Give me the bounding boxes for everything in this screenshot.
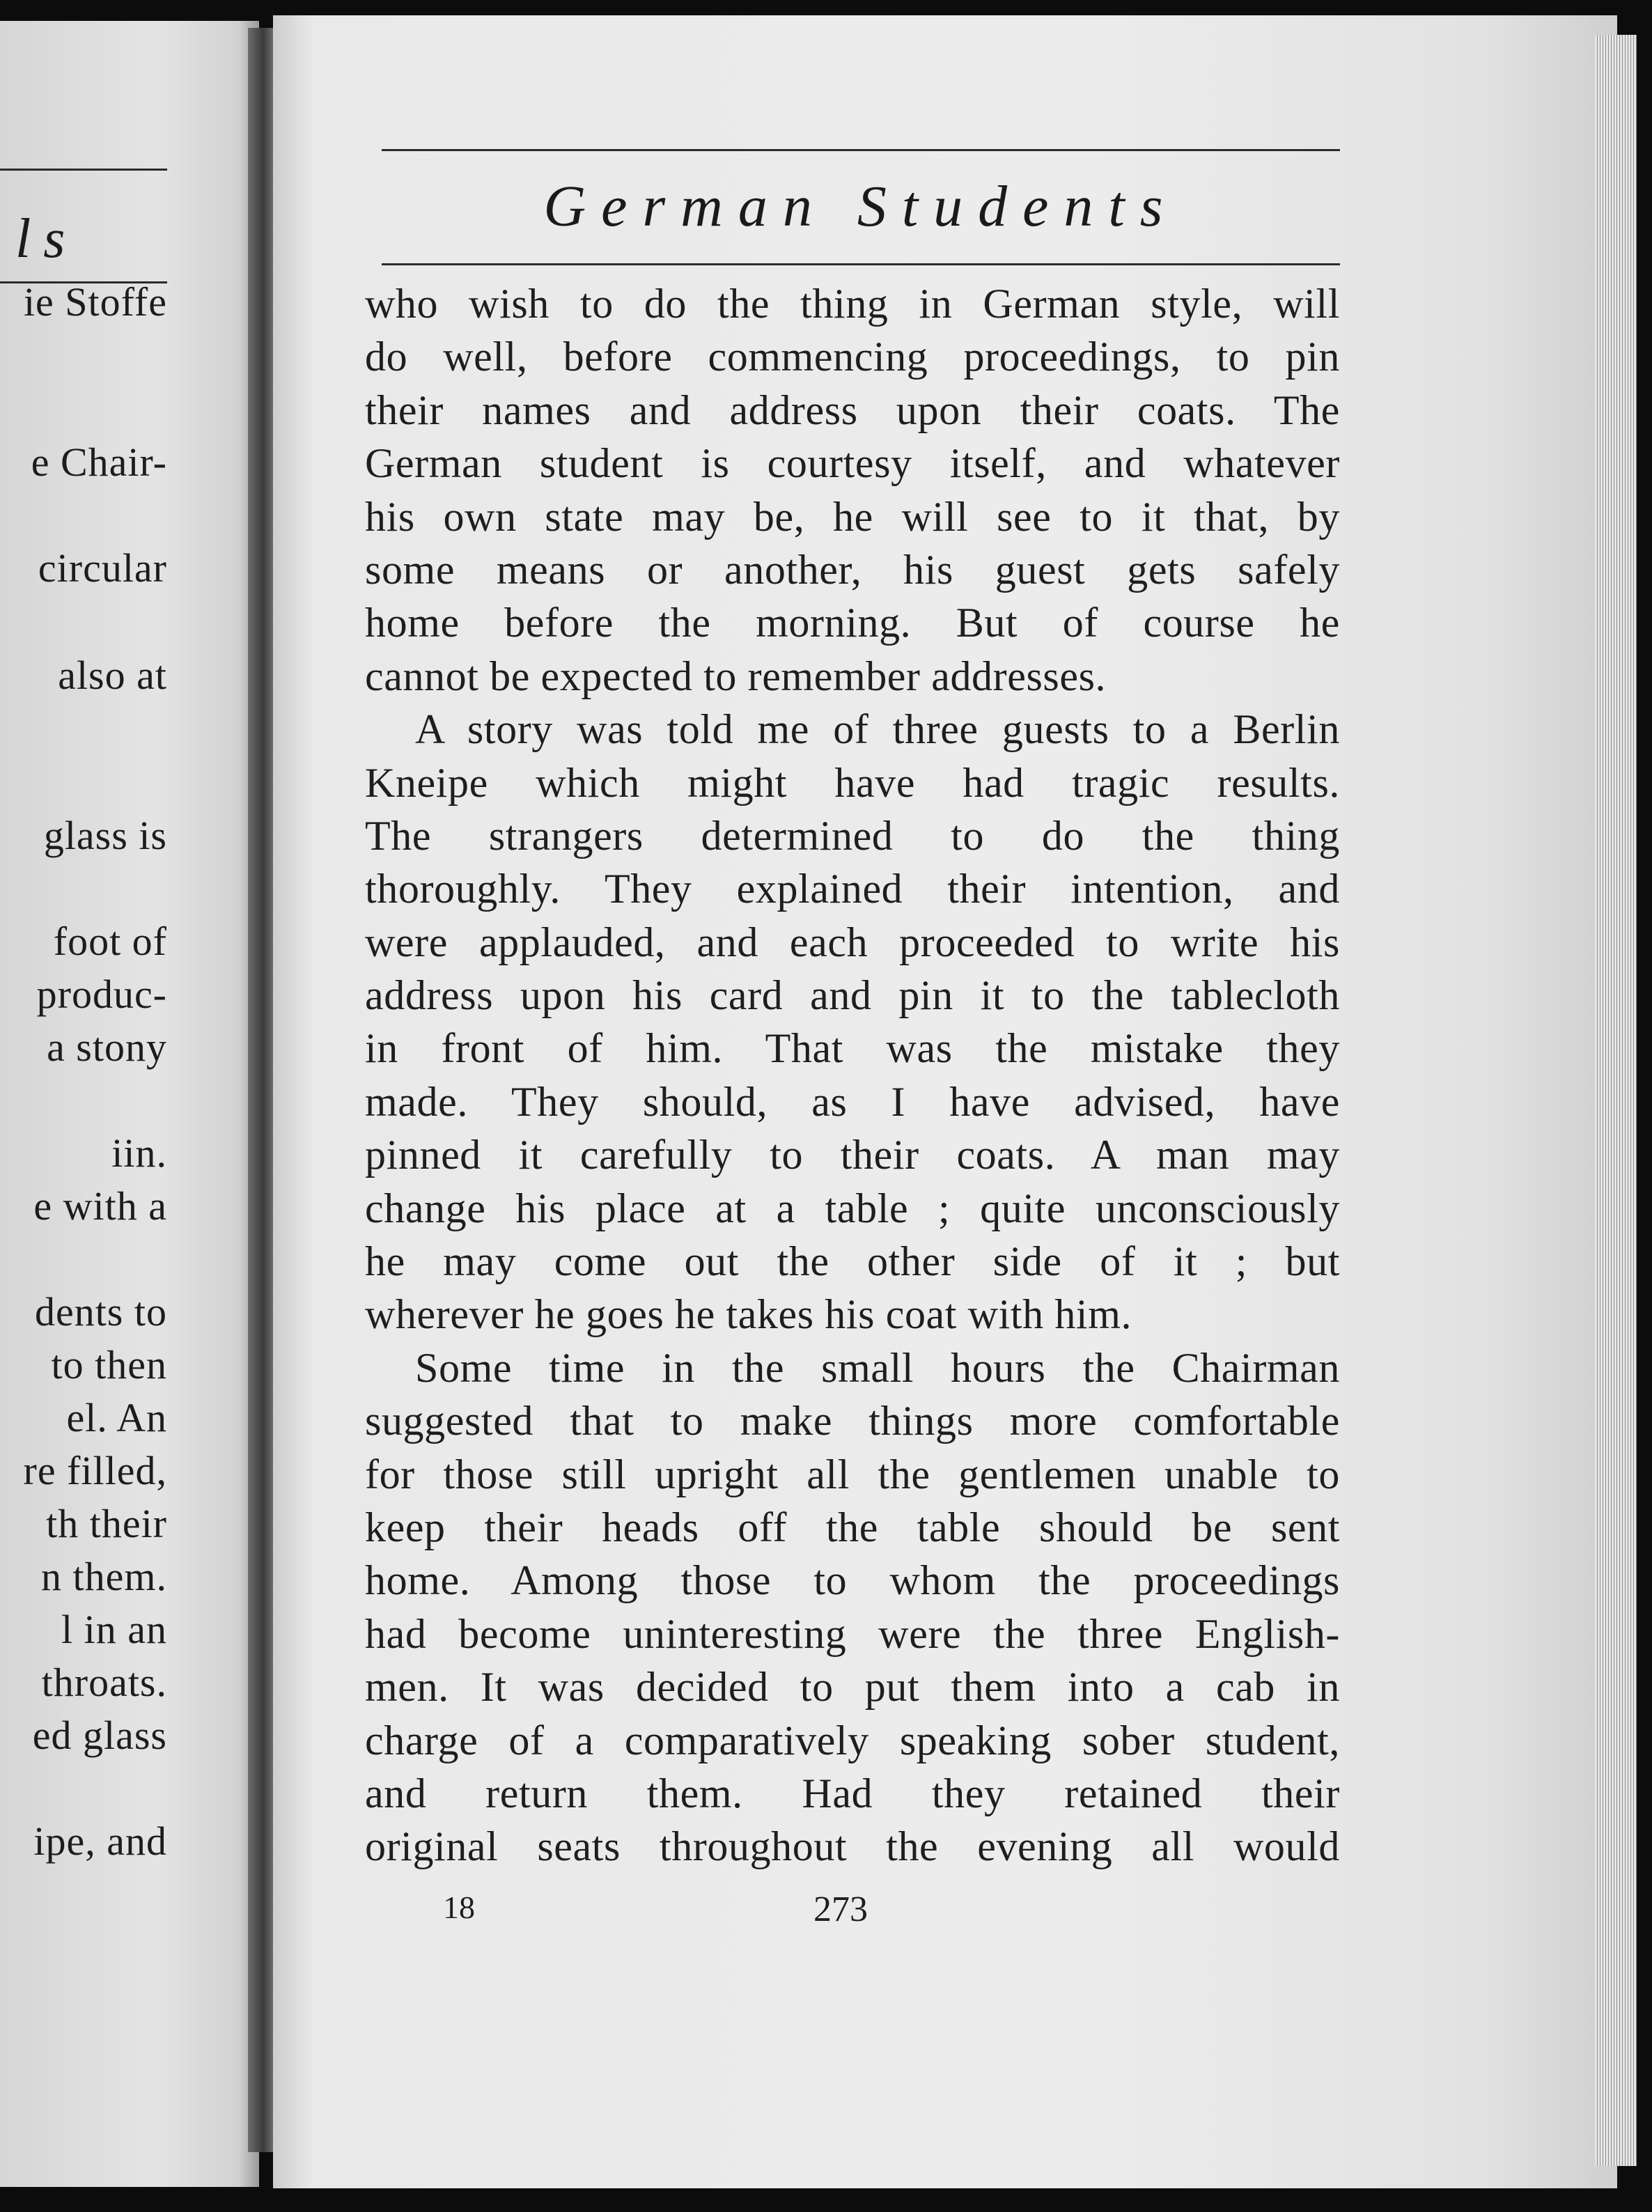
- left-page-line: n them.: [41, 1554, 167, 1599]
- text-line: Some time in the small hours the Chairman: [415, 1344, 1340, 1391]
- text-line: home. Among those to whom the proceedings: [365, 1557, 1340, 1604]
- text-line: cannot be expected to remember addresses.: [365, 653, 1107, 699]
- signature-mark: 18: [443, 1890, 475, 1925]
- left-page-line: produc-: [36, 972, 167, 1017]
- page-number: 273: [813, 1890, 868, 1929]
- text-line: original seats throughout the evening all would: [365, 1823, 1340, 1870]
- text-line: pinned it carefully to their coats. A man may: [365, 1132, 1340, 1178]
- text-line: were applauded, and each proceeded to write his: [365, 919, 1340, 965]
- text-line: home before the morning. But of course he: [365, 600, 1340, 646]
- text-line: for those still upright all the gentlemen unable to: [365, 1451, 1340, 1497]
- left-page-line: throats.: [41, 1660, 167, 1705]
- text-line: do well, before commencing proceedings, to pin: [365, 334, 1340, 380]
- left-page-line: el. An: [66, 1395, 167, 1440]
- left-page-line: ed glass: [32, 1713, 167, 1758]
- left-page-line: a stony: [47, 1025, 167, 1070]
- text-line: some means or another, his guest gets safely: [365, 546, 1340, 593]
- text-line: German student is courtesy itself, and whatever: [365, 440, 1340, 487]
- text-line: their names and address upon their coats. The: [365, 387, 1340, 433]
- left-page-line: also at: [58, 653, 167, 698]
- left-running-head-fragment: ls: [15, 208, 78, 270]
- text-line: address upon his card and pin it to the tablecloth: [365, 972, 1340, 1019]
- text-line: wherever he goes he takes his coat with him.: [365, 1291, 1132, 1338]
- left-page-line: glass is: [43, 813, 167, 858]
- text-line: thoroughly. They explained their intention, and: [365, 866, 1340, 912]
- header-rule-bottom: [382, 263, 1340, 265]
- left-page-line: to then: [51, 1342, 167, 1387]
- text-line: who wish to do the thing in German style, will: [365, 281, 1340, 327]
- text-line: keep their heads off the table should be sent: [365, 1504, 1340, 1550]
- text-line: had become uninteresting were the three English-: [365, 1610, 1340, 1657]
- left-page-line: ipe, and: [33, 1818, 167, 1864]
- text-line: change his place at a table ; quite unconsciously: [365, 1185, 1340, 1231]
- left-header-rule-top: [0, 169, 167, 171]
- left-page-line: th their: [46, 1501, 167, 1546]
- left-page-line: e with a: [33, 1183, 167, 1229]
- text-line: Kneipe which might have had tragic results.: [365, 759, 1340, 806]
- left-page-line: ie Stoffe: [23, 279, 167, 325]
- text-line: men. It was decided to put them into a cab in: [365, 1664, 1340, 1711]
- text-line: charge of a comparatively speaking sober student,: [365, 1717, 1340, 1763]
- left-page-line: re filled,: [23, 1448, 167, 1493]
- text-line: made. They should, as I have advised, have: [365, 1078, 1340, 1125]
- text-line: he may come out the other side of it ; but: [365, 1238, 1340, 1285]
- left-page-line: foot of: [53, 919, 167, 964]
- body-text: [365, 277, 1340, 1874]
- left-page-line: circular: [38, 545, 167, 591]
- left-page: [0, 21, 259, 2187]
- left-page-line: e Chair-: [31, 439, 167, 485]
- header-rule-top: [382, 149, 1340, 151]
- text-line: his own state may be, he will see to it that, by: [365, 493, 1340, 540]
- page-edges: [1595, 35, 1637, 2166]
- left-page-line: l in an: [61, 1607, 167, 1652]
- text-line: The strangers determined to do the thing: [365, 812, 1340, 859]
- left-page-line: iin.: [111, 1130, 167, 1176]
- left-page-line: dents to: [34, 1289, 167, 1334]
- running-head: German Students: [543, 174, 1178, 239]
- text-line: suggested that to make things more comfortable: [365, 1398, 1340, 1444]
- text-line: and return them. Had they retained their: [365, 1770, 1340, 1816]
- text-line: A story was told me of three guests to a Berlin: [415, 706, 1340, 753]
- text-line: in front of him. That was the mistake they: [365, 1025, 1340, 1072]
